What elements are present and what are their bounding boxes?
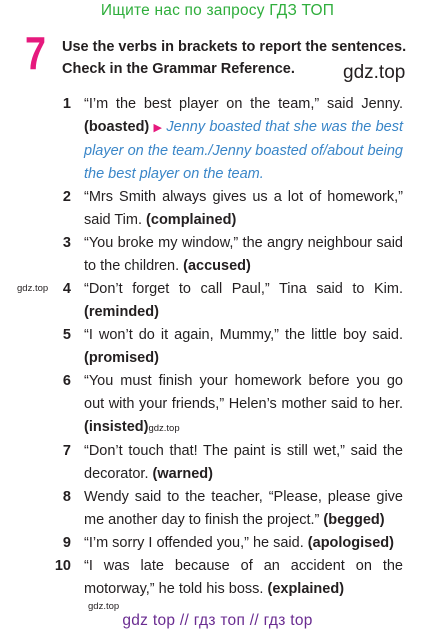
item-number: 9 bbox=[62, 535, 71, 551]
item-text: “I’m the best player on the team,” said Jenny. bbox=[84, 96, 403, 112]
item-text-block bbox=[84, 370, 403, 440]
item-text-block bbox=[84, 440, 403, 486]
item-text-block bbox=[84, 93, 403, 186]
item-verb: (promised) bbox=[84, 350, 159, 366]
item-text-block bbox=[84, 486, 403, 532]
list-item bbox=[0, 532, 435, 555]
item-text: “Don’t forget to call Paul,” Tina said to Kim. bbox=[84, 281, 403, 297]
item-text: “I was late because of an accident on the motorway,” he told his boss. bbox=[84, 558, 403, 597]
watermark-small: gdz.top bbox=[17, 283, 49, 294]
item-text: “I won’t do it again, Mummy,” the little boy said. bbox=[84, 327, 403, 343]
item-verb: (accused) bbox=[183, 258, 251, 274]
banner-text: Ищите нас по запросу ГДЗ ТОП bbox=[100, 2, 335, 19]
item-number: 3 bbox=[62, 235, 71, 251]
item-text: Wendy said to the teacher, “Please, please give me another day to finish the project.” bbox=[84, 489, 403, 528]
item-number: 8 bbox=[62, 489, 71, 505]
item-answer: Jenny boasted that she was the best player on the team./Jenny boasted of/about being the best player on the team. bbox=[84, 119, 403, 182]
item-text: “I’m sorry I offended you,” he said. bbox=[84, 535, 304, 551]
item-verb: (reminded) bbox=[84, 304, 159, 320]
list-item bbox=[0, 555, 435, 613]
item-text: “Don’t touch that! The paint is still wet,” said the decorator. bbox=[84, 443, 403, 482]
item-number: 6 bbox=[62, 373, 71, 389]
item-text-block bbox=[84, 232, 403, 278]
item-verb: (warned) bbox=[152, 466, 213, 482]
list-item bbox=[0, 370, 435, 440]
list-item bbox=[0, 440, 435, 486]
watermark-small: gdz.top bbox=[88, 601, 120, 612]
item-text-block bbox=[84, 324, 403, 370]
item-text: “You broke my window,” the angry neighbour said to the children. bbox=[84, 235, 403, 274]
watermark-large: gdz.top bbox=[343, 62, 406, 83]
item-text: “You must finish your homework before you go out with your friends,” Helen’s mother said to her. bbox=[84, 373, 403, 412]
item-number: 5 bbox=[62, 327, 71, 343]
item-text-block bbox=[84, 278, 403, 324]
item-number: 4 bbox=[62, 281, 71, 297]
item-number: 2 bbox=[62, 189, 71, 205]
exercise-list bbox=[0, 93, 435, 613]
item-text-block bbox=[84, 532, 403, 555]
item-verb: (boasted) bbox=[84, 119, 150, 135]
item-verb: (apologised) bbox=[307, 535, 394, 551]
watermark-small: gdz.top bbox=[148, 423, 180, 434]
list-item bbox=[0, 232, 435, 278]
list-item bbox=[0, 186, 435, 232]
list-item bbox=[0, 324, 435, 370]
list-item bbox=[0, 93, 435, 186]
exercise-number: 7 bbox=[25, 27, 46, 79]
item-number: 1 bbox=[62, 96, 71, 112]
footer-links: gdz top // гдз топ // гдз top bbox=[122, 612, 313, 629]
item-verb: (insisted) bbox=[84, 419, 149, 435]
item-text-block bbox=[84, 555, 403, 601]
item-number: 7 bbox=[62, 443, 71, 459]
item-text-block bbox=[84, 186, 403, 232]
item-number: 10 bbox=[54, 558, 71, 574]
item-text: “Mrs Smith always gives us a lot of homework,” said Tim. bbox=[84, 189, 403, 228]
item-verb: (explained) bbox=[267, 581, 345, 597]
exercise-instruction: Use the verbs in brackets to report the sentences. Check in the Grammar Reference. bbox=[62, 39, 407, 77]
list-item bbox=[0, 278, 435, 324]
item-verb: (begged) bbox=[323, 512, 385, 528]
list-item bbox=[0, 486, 435, 532]
arrow-right-icon: ▶ bbox=[153, 122, 163, 134]
item-verb: (complained) bbox=[146, 212, 237, 228]
